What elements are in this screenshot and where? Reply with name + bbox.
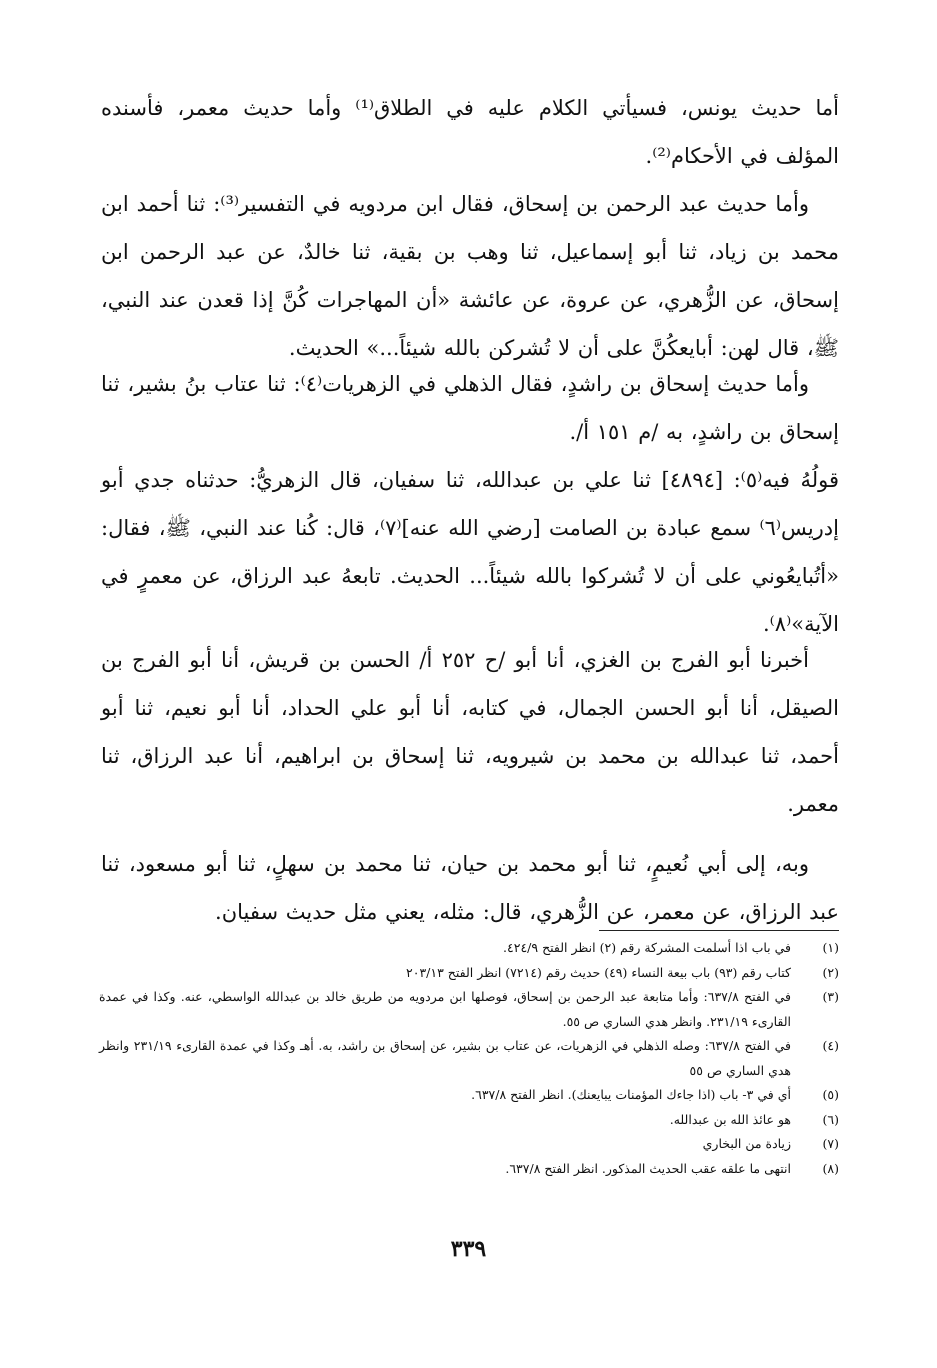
footnote-number: (٨) bbox=[822, 1160, 839, 1176]
paragraph-ishaq-ibn-rashid: وأما حديث إسحاق بن راشدٍ، فقال الذهلي في الزهريات⁽٤⁾: ثنا عتاب بنُ بشير، ثنا إسحاق بن راشدٍ، به /م ١٥١ أ/. bbox=[101, 372, 839, 444]
footnote-text: كتاب رقم (٩٣) باب بيعة النساء (٤٩) حديث رقم (٧٢١٤) انظر الفتح ٢٠٣/١٣ bbox=[406, 964, 791, 980]
footnote-item bbox=[99, 1157, 839, 1182]
footnote-item bbox=[99, 961, 839, 986]
paragraph-abdulrahman-ibn-ishaq: وأما حديث عبد الرحمن بن إسحاق، فقال ابن مردويه في التفسير⁽³⁾: ثنا أحمد ابن محمد بن زياد، ثنا أبو إسماعيل، ثنا وهب بن بقية، ثنا خالدٌ، عن عبد الرحمن ابن إسحاق، عن الزُّهري، عن عروة، عن عائشة «أن المهاجرات كُنَّ إذا قعدن عند النبي، ﷺ، قال لهن: أبايعكُنَّ على أن لا تُشركن بالله شيئاً...» الحديث. bbox=[101, 192, 839, 360]
footnote-text: أي في ٣- باب (اذا جاءك المؤمنات يبايعنك). انظر الفتح ٦٣٧/٨. bbox=[471, 1087, 791, 1102]
footnote-item bbox=[99, 1034, 839, 1083]
paragraph-yunus-mamar: أما حديث يونس، فسيأتي الكلام عليه في الطلاق⁽¹⁾ وأما حديث معمر، فأسنده المؤلف في الأحكام⁽²⁾. bbox=[101, 96, 840, 168]
paragraph-wa-bihi: وبه، إلى أبي نُعيمٍ، ثنا أبو محمد بن حيان، ثنا محمد بن سهلٍ، ثنا أبو مسعود، ثنا عبد الرزاق، عن معمر، عن الزُّهري، قال: مثله، يعني مثل حديث سفيان. bbox=[101, 852, 839, 924]
page-number: ٣٣٩ bbox=[450, 1236, 487, 1262]
footnote-text: هو عائذ الله بن عبدالله. bbox=[669, 1111, 791, 1127]
footnote-text: انتهى ما علقه عقب الحديث المذكور. انظر الفتح ٦٣٧/٨. bbox=[505, 1160, 791, 1176]
footnote-item bbox=[99, 985, 839, 1034]
footnote-number: (٣) bbox=[822, 989, 839, 1004]
footnote-number: (١) bbox=[822, 940, 839, 955]
footnote-text: في الفتح ٦٣٧/٨: وأما متابعة عبد الرحمن بن إسحاق، فوصلها ابن مردويه من طريق خالد بن عبدالله الواسطي، عنه. وكذا في عمدة القارىء ٢٣١/١٩. وانظر هدي الساري ص ٥٥. bbox=[99, 989, 791, 1029]
footnote-item bbox=[99, 1132, 839, 1157]
footnote-text: زيادة من البخاري bbox=[702, 1136, 791, 1151]
footnote-number: (٤) bbox=[822, 1038, 839, 1053]
footnote-number: (٥) bbox=[822, 1087, 839, 1102]
footnote-divider bbox=[599, 930, 839, 931]
footnote-number: (٧) bbox=[822, 1136, 839, 1151]
footnote-item bbox=[99, 1083, 839, 1108]
footnote-text: في باب اذا أسلمت المشركة رقم (٢) انظر الفتح ٤٢٤/٩. bbox=[503, 940, 791, 955]
footnote-item bbox=[99, 1108, 839, 1133]
footnote-number: (٢) bbox=[822, 964, 839, 980]
paragraph-hadith-4894: قولُهُ فيه⁽٥⁾: [٤٨٩٤] ثنا علي بن عبدالله، ثنا سفيان، قال الزهريُّ: حدثناه جدي أبو إدريس⁽٦⁾ سمع عبادة بن الصامت [رضي الله عنه]⁽٧⁾، قال: كُنا عند النبي، ﷺ، فقال: «أتُبايعُوني على أن لا تُشركوا بالله شيئاً... الحديث. تابعهُ عبد الرزاق، عن معمرٍ في الآية»⁽٨⁾. bbox=[101, 468, 840, 636]
footnotes-list bbox=[99, 936, 839, 1181]
footnote-text: في الفتح ٦٣٧/٨: وصله الذهلي في الزهريات، عن عتاب بن بشير، عن إسحاق بن راشد، به. أهـ وكذا في عمدة القارىء ٢٣١/١٩ وانظر هدي الساري ص ٥٥ bbox=[99, 1038, 791, 1078]
paragraph-isnad-abu-alfaraj: أخبرنا أبو الفرج بن الغزي، أنا أبو /ح ٢٥٢ أ/ الحسن بن قريش، أنا أبو الفرج بن الصيقل، أنا أبو الحسن الجمال، في كتابه، أنا أبو علي الحداد، أنا أبو نعيم، ثنا أبو أحمد، ثنا عبدالله بن محمد بن شيرويه، ثنا إسحاق بن ابراهيم، أنا عبد الرزاق، ثنا معمر. bbox=[101, 648, 839, 816]
footnote-item bbox=[99, 936, 839, 961]
footnote-number: (٦) bbox=[822, 1111, 839, 1127]
